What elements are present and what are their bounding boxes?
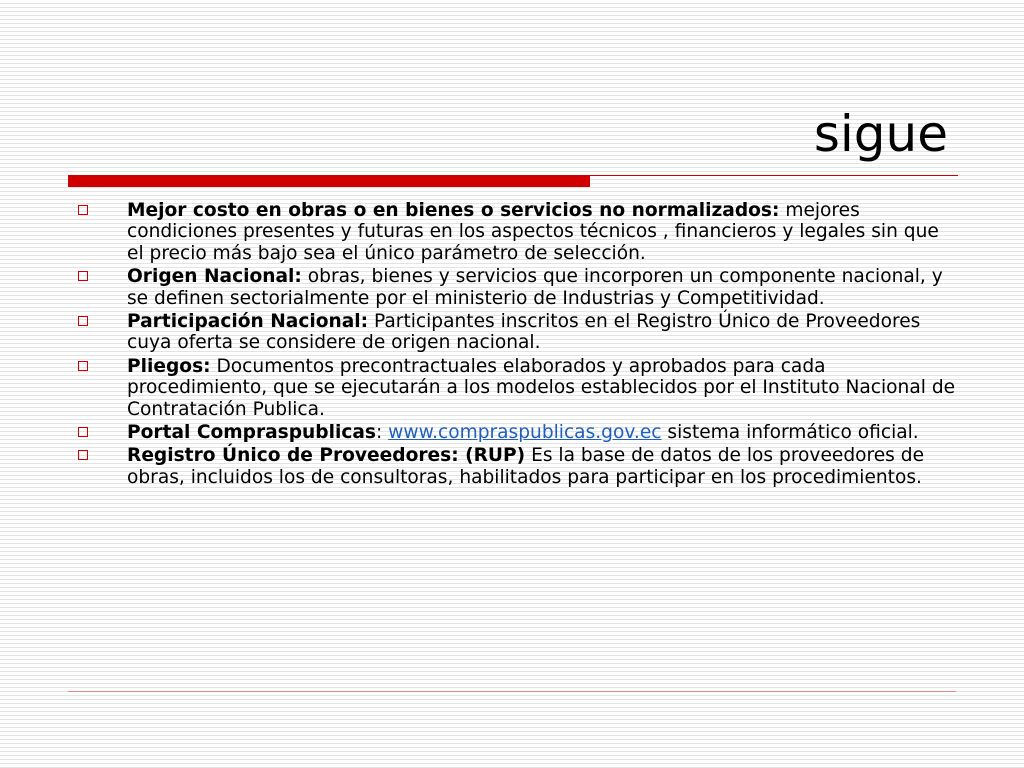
footer-rule [68, 691, 956, 692]
square-bullet-icon [78, 316, 88, 326]
bullet-term: Portal Compraspublicas [127, 422, 376, 444]
bullet-item-participacion-nacional [76, 311, 956, 354]
bullet-text: Documentos precontractuales elaborados y aprobados para cada procedimiento, que se ejecutarán a los modelos establecidos por el Instituto Nacional de Contratación Publica. [127, 355, 956, 420]
bullet-item-origen-nacional [76, 266, 956, 309]
bullet-text: mejores condiciones presentes y futuras en los aspectos técnicos , financieros y legales sin que el precio más bajo sea el único parámetro de selección. [127, 200, 939, 264]
bullet-text: obras, bienes y servicios que incorporen un componente nacional, y se definen sectorialmente por el ministerio de Industrias y Competitividad. [127, 266, 943, 309]
bullet-text: Es la base de datos de los proveedores de obras, incluidos los de consultoras, habilitados para participar en los procedimientos. [127, 445, 925, 488]
bullet-term: Pliegos: [127, 355, 211, 377]
bullet-text: sistema informático oficial. [661, 422, 919, 444]
square-bullet-icon [78, 450, 88, 460]
bullet-term: Registro Único de Proveedores: (RUP) [127, 445, 526, 467]
square-bullet-icon [78, 361, 88, 371]
bullet-term: Mejor costo en obras o en bienes o servicios no normalizados: [127, 200, 780, 221]
bullet-text-prefix: : [375, 422, 389, 444]
bullet-text: Participantes inscritos en el Registro Único de Proveedores cuya oferta se considere de origen nacional. [127, 311, 921, 354]
bullet-item-mejor-costo [76, 200, 956, 264]
title-underline-rule [590, 175, 958, 176]
bullet-item-portal-compraspublicas [76, 422, 956, 443]
square-bullet-icon [78, 427, 88, 437]
bullet-term: Participación Nacional: [127, 311, 369, 333]
slide-title: sigue [813, 105, 948, 163]
square-bullet-icon [78, 271, 88, 281]
title-accent-bar [68, 175, 590, 187]
bullet-item-pliegos [76, 356, 956, 420]
compraspublicas-link[interactable]: www.compraspublicas.gov.ec [388, 422, 662, 444]
bullet-list [76, 200, 956, 490]
bullet-item-registro-unico [76, 445, 956, 488]
bullet-term: Origen Nacional: [127, 266, 302, 288]
square-bullet-icon [78, 205, 88, 215]
